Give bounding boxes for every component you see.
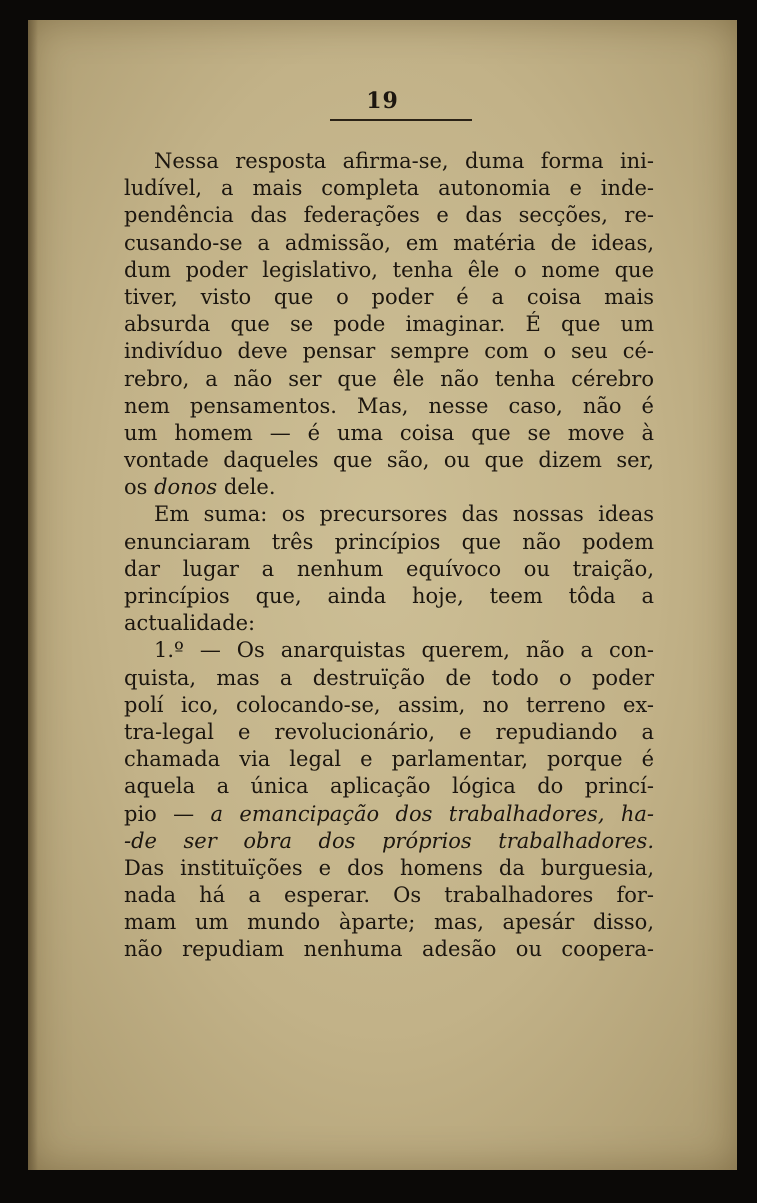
text-line: dar lugar a nenhum equívoco ou traição, [124,556,654,581]
text-line: actualidade: [124,611,256,636]
italic-segment: -de ser obra dos próprios trabalhadores. [124,828,654,853]
page-number: 19 [366,88,399,114]
text-line: aquela a única aplicação lógica do princí- [124,774,654,799]
text-line: indivíduo deve pensar sempre com o seu cé- [124,339,654,364]
text-line: dum poder legislativo, tenha êle o nome que [124,257,654,282]
text-line: pendência das federações e das secções, re- [124,203,654,228]
text-line: chamada via legal e parlamentar, porque é [124,747,654,772]
text-line [124,474,654,501]
text-line: não repudiam nenhuma adesão ou coopera- [124,937,654,962]
text-line: 1.º — Os anarquistas querem, não a con- [154,638,654,663]
text-line: absurda que se pode imaginar. É que um [124,312,654,337]
text-segment: os [124,475,155,500]
text-line: ludível, a mais completa autonomia e inde- [124,176,654,201]
text-line: tiver, visto que o poder é a coisa mais [124,284,654,309]
text-line: quista, mas a destruïção de todo o poder [124,665,654,690]
text-line: rebro, a não ser que êle não tenha cérebro [124,366,654,391]
text-line: Nessa resposta afirma-se, duma forma ini- [154,149,654,173]
text-segment: dele. [217,475,276,500]
text-line: um homem — é uma coisa que se move à [124,420,654,445]
text-line [124,801,654,828]
text-line: enunciaram três princípios que não podem [124,529,654,554]
text-segment: pio — [124,801,211,826]
italic-segment: a emancipação dos trabalhadores, ha- [210,801,655,826]
text-line: mam um mundo àparte; mas, apesár disso, [124,910,654,935]
text-line [124,828,654,855]
text-line: vontade daqueles que são, ou que dizem ser, [124,448,654,473]
text-line: cusando-se a admissão, em matéria de ideas, [124,230,654,255]
text-line: princípios que, ainda hoje, teem tôda a [124,584,654,608]
body-text [124,148,654,964]
page-binding-edge [28,20,38,1170]
italic-segment: donos [154,475,218,500]
text-line: nada há a esperar. Os trabalhadores for- [124,883,654,908]
text-line: Das instituïções e dos homens da burguesia, [124,855,654,880]
text-line: polí ico, colocando-se, assim, no terreno ex- [124,692,654,717]
page-number-rule [330,119,472,121]
text-line: tra-legal e revolucionário, e repudiando a [124,719,654,744]
text-line: nem pensamentos. Mas, nesse caso, não é [124,393,654,418]
text-line: Em suma: os precursores das nossas ideas [154,502,654,527]
